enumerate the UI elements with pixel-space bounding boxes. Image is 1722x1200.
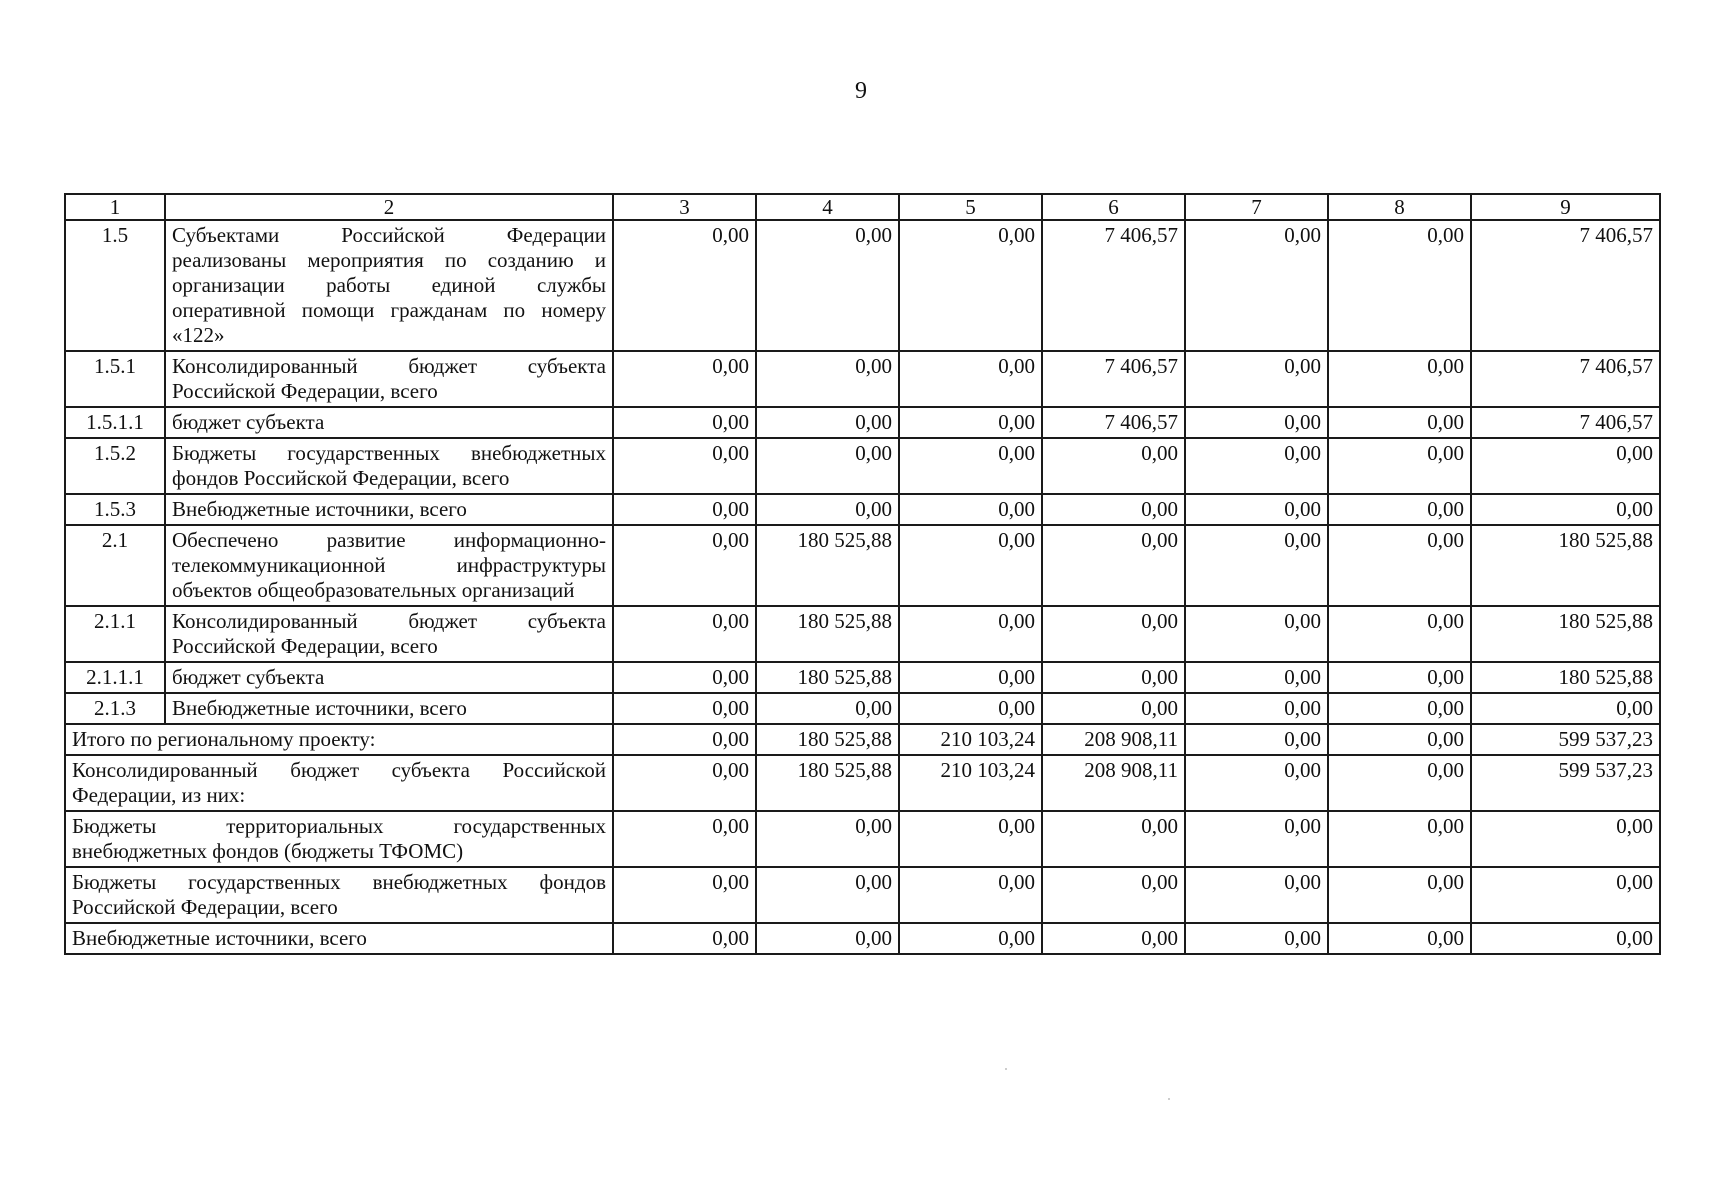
column-number: 8 xyxy=(1328,194,1471,220)
total-name: Бюджеты государственных внебюджетных фондов Российской Федерации, всего xyxy=(65,867,613,923)
row-value: 0,00 xyxy=(1042,662,1185,693)
row-value: 0,00 xyxy=(756,693,899,724)
total-value: 208 908,11 xyxy=(1042,724,1185,755)
row-value: 7 406,57 xyxy=(1471,407,1660,438)
total-value: 0,00 xyxy=(1328,755,1471,811)
row-value: 0,00 xyxy=(756,351,899,407)
table-row xyxy=(65,351,1660,407)
row-value: 0,00 xyxy=(899,351,1042,407)
row-value: 0,00 xyxy=(899,662,1042,693)
row-value: 0,00 xyxy=(756,407,899,438)
total-value: 0,00 xyxy=(1328,811,1471,867)
row-name: Субъектами Российской Федерации реализованы мероприятия по созданию и организации работы единой службы оперативной помощи гражданам по номеру «122» xyxy=(165,220,613,351)
row-name: Бюджеты государственных внебюджетных фондов Российской Федерации, всего xyxy=(165,438,613,494)
table-header xyxy=(65,194,1660,220)
total-value: 0,00 xyxy=(756,867,899,923)
total-value: 0,00 xyxy=(613,867,756,923)
total-value: 208 908,11 xyxy=(1042,755,1185,811)
row-value: 0,00 xyxy=(613,494,756,525)
row-value: 0,00 xyxy=(1185,662,1328,693)
table-row xyxy=(65,662,1660,693)
table-row xyxy=(65,606,1660,662)
row-value: 0,00 xyxy=(613,662,756,693)
row-value: 0,00 xyxy=(899,606,1042,662)
row-value: 0,00 xyxy=(756,220,899,351)
row-value: 0,00 xyxy=(1328,494,1471,525)
total-value: 0,00 xyxy=(1185,755,1328,811)
total-row xyxy=(65,867,1660,923)
row-value: 0,00 xyxy=(1042,693,1185,724)
row-value: 0,00 xyxy=(899,220,1042,351)
column-number: 6 xyxy=(1042,194,1185,220)
row-code: 1.5.1.1 xyxy=(65,407,165,438)
row-value: 0,00 xyxy=(613,693,756,724)
row-code: 2.1.1 xyxy=(65,606,165,662)
row-value: 0,00 xyxy=(899,407,1042,438)
column-number: 5 xyxy=(899,194,1042,220)
column-number: 9 xyxy=(1471,194,1660,220)
row-value: 0,00 xyxy=(899,438,1042,494)
total-value: 0,00 xyxy=(1042,923,1185,954)
table-row xyxy=(65,494,1660,525)
total-name: Консолидированный бюджет субъекта Российской Федерации, из них: xyxy=(65,755,613,811)
total-name: Итого по региональному проекту: xyxy=(65,724,613,755)
table-row xyxy=(65,693,1660,724)
table-row xyxy=(65,220,1660,351)
row-value: 0,00 xyxy=(1328,693,1471,724)
row-value: 0,00 xyxy=(1328,606,1471,662)
row-value: 7 406,57 xyxy=(1471,220,1660,351)
row-value: 0,00 xyxy=(613,606,756,662)
row-value: 0,00 xyxy=(1328,525,1471,606)
row-value: 180 525,88 xyxy=(1471,525,1660,606)
row-name: Обеспечено развитие информационно-телекоммуникационной инфраструктуры объектов общеобразовательных организаций xyxy=(165,525,613,606)
row-name: бюджет субъекта xyxy=(165,662,613,693)
row-code: 2.1 xyxy=(65,525,165,606)
column-number: 1 xyxy=(65,194,165,220)
row-value: 0,00 xyxy=(613,351,756,407)
total-value: 0,00 xyxy=(1185,923,1328,954)
row-value: 0,00 xyxy=(1185,494,1328,525)
row-value: 7 406,57 xyxy=(1042,220,1185,351)
column-number: 3 xyxy=(613,194,756,220)
row-value: 0,00 xyxy=(1185,351,1328,407)
total-value: 0,00 xyxy=(613,923,756,954)
row-value: 0,00 xyxy=(1328,220,1471,351)
total-value: 0,00 xyxy=(899,867,1042,923)
total-value: 0,00 xyxy=(1185,811,1328,867)
scan-speck xyxy=(1005,1068,1007,1070)
row-code: 2.1.3 xyxy=(65,693,165,724)
total-value: 210 103,24 xyxy=(899,755,1042,811)
total-value: 0,00 xyxy=(613,724,756,755)
row-value: 0,00 xyxy=(1328,407,1471,438)
row-value: 0,00 xyxy=(613,525,756,606)
total-value: 210 103,24 xyxy=(899,724,1042,755)
total-name: Внебюджетные источники, всего xyxy=(65,923,613,954)
row-value: 0,00 xyxy=(1471,438,1660,494)
total-row xyxy=(65,923,1660,954)
row-value: 7 406,57 xyxy=(1471,351,1660,407)
row-name: Консолидированный бюджет субъекта Российской Федерации, всего xyxy=(165,606,613,662)
row-value: 0,00 xyxy=(1185,525,1328,606)
total-value: 599 537,23 xyxy=(1471,724,1660,755)
table-row xyxy=(65,407,1660,438)
row-name: Внебюджетные источники, всего xyxy=(165,693,613,724)
total-value: 0,00 xyxy=(1328,867,1471,923)
row-value: 0,00 xyxy=(1042,438,1185,494)
row-value: 0,00 xyxy=(1328,351,1471,407)
total-row xyxy=(65,755,1660,811)
total-value: 599 537,23 xyxy=(1471,755,1660,811)
budget-table xyxy=(64,193,1661,955)
total-name: Бюджеты территориальных государственных внебюджетных фондов (бюджеты ТФОМС) xyxy=(65,811,613,867)
total-row xyxy=(65,724,1660,755)
total-value: 0,00 xyxy=(613,811,756,867)
total-value: 0,00 xyxy=(899,811,1042,867)
row-value: 0,00 xyxy=(899,494,1042,525)
row-value: 0,00 xyxy=(1042,525,1185,606)
row-value: 7 406,57 xyxy=(1042,351,1185,407)
row-value: 0,00 xyxy=(756,438,899,494)
total-value: 0,00 xyxy=(1328,923,1471,954)
scan-speck xyxy=(1168,1098,1170,1100)
row-value: 0,00 xyxy=(1471,494,1660,525)
row-value: 0,00 xyxy=(899,525,1042,606)
row-value: 0,00 xyxy=(1328,662,1471,693)
total-value: 180 525,88 xyxy=(756,724,899,755)
total-value: 0,00 xyxy=(1185,867,1328,923)
row-code: 1.5.3 xyxy=(65,494,165,525)
total-value: 0,00 xyxy=(756,923,899,954)
row-value: 0,00 xyxy=(613,407,756,438)
row-value: 0,00 xyxy=(1042,606,1185,662)
row-name: бюджет субъекта xyxy=(165,407,613,438)
total-value: 0,00 xyxy=(613,755,756,811)
row-value: 180 525,88 xyxy=(756,525,899,606)
row-code: 1.5.2 xyxy=(65,438,165,494)
column-number: 7 xyxy=(1185,194,1328,220)
total-value: 0,00 xyxy=(756,811,899,867)
row-value: 180 525,88 xyxy=(1471,662,1660,693)
row-value: 180 525,88 xyxy=(756,662,899,693)
row-code: 1.5.1 xyxy=(65,351,165,407)
total-value: 0,00 xyxy=(1471,923,1660,954)
row-value: 0,00 xyxy=(1185,693,1328,724)
row-value: 180 525,88 xyxy=(756,606,899,662)
row-value: 7 406,57 xyxy=(1042,407,1185,438)
total-value: 180 525,88 xyxy=(756,755,899,811)
total-value: 0,00 xyxy=(1042,867,1185,923)
row-value: 0,00 xyxy=(1185,407,1328,438)
row-value: 180 525,88 xyxy=(1471,606,1660,662)
row-value: 0,00 xyxy=(756,494,899,525)
row-code: 1.5 xyxy=(65,220,165,351)
total-row xyxy=(65,811,1660,867)
row-value: 0,00 xyxy=(1471,693,1660,724)
total-value: 0,00 xyxy=(1471,867,1660,923)
total-value: 0,00 xyxy=(899,923,1042,954)
table-row xyxy=(65,438,1660,494)
row-value: 0,00 xyxy=(1042,494,1185,525)
row-code: 2.1.1.1 xyxy=(65,662,165,693)
row-value: 0,00 xyxy=(613,220,756,351)
table-row xyxy=(65,525,1660,606)
column-number-row xyxy=(65,194,1660,220)
row-value: 0,00 xyxy=(1328,438,1471,494)
row-name: Консолидированный бюджет субъекта Российской Федерации, всего xyxy=(165,351,613,407)
row-value: 0,00 xyxy=(1185,220,1328,351)
column-number: 4 xyxy=(756,194,899,220)
row-name: Внебюджетные источники, всего xyxy=(165,494,613,525)
row-value: 0,00 xyxy=(1185,606,1328,662)
row-value: 0,00 xyxy=(899,693,1042,724)
total-value: 0,00 xyxy=(1042,811,1185,867)
total-value: 0,00 xyxy=(1328,724,1471,755)
total-value: 0,00 xyxy=(1185,724,1328,755)
total-value: 0,00 xyxy=(1471,811,1660,867)
column-number: 2 xyxy=(165,194,613,220)
page-number: 9 xyxy=(855,78,867,104)
table-body xyxy=(65,220,1660,954)
row-value: 0,00 xyxy=(1185,438,1328,494)
row-value: 0,00 xyxy=(613,438,756,494)
